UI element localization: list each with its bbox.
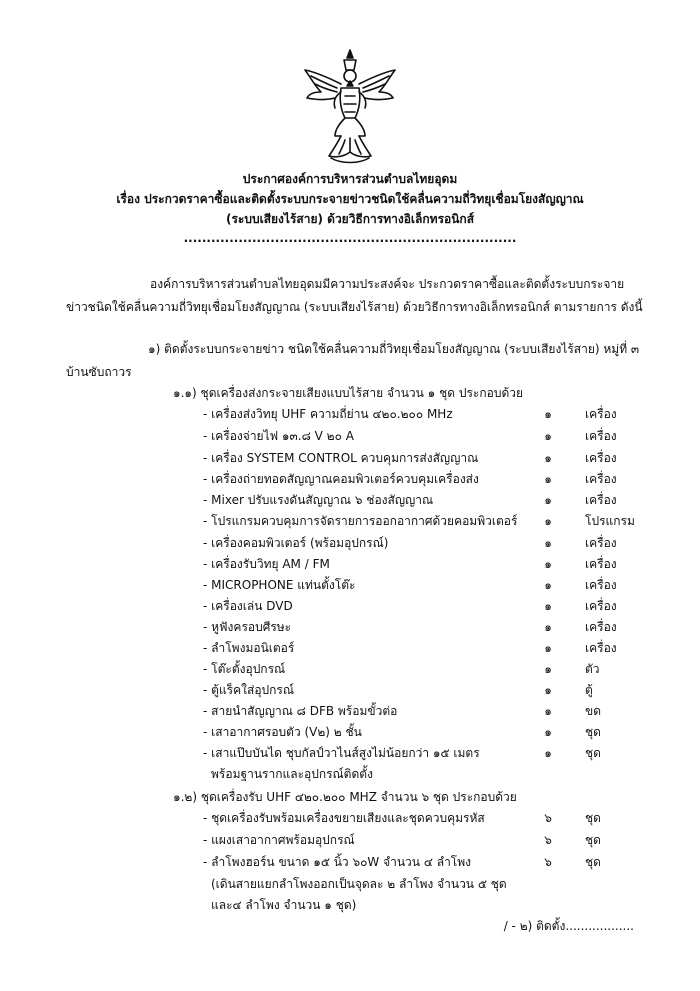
section2-note1: (เดินสายแยกลำโพงออกเป็นจุดละ ๒ ลำโพง จำนวน ๕ ชุด xyxy=(211,877,507,891)
list-item: - สายนำสัญญาณ ๘ DFB พร้อมขั้วต่อ ๑ ขด xyxy=(203,704,601,718)
section1-heading: ๑.๑) ชุดเครื่องส่งกระจายเสียงแบบไร้สาย จำนวน ๑ ชุด ประกอบด้วย xyxy=(173,386,524,400)
continuation-marker: / - ๒) ติดตั้ง.................. xyxy=(503,919,634,933)
intro-line2: ข่าวชนิดใช้คลื่นความถี่วิทยุเชื่อมโยงสัญญาณ (ระบบเสียงไร้สาย) ด้วยวิธีการทางอิเล็กทรอนิกส์ ตามรายการ ดังนี้ xyxy=(66,300,643,314)
list-item: - แผงเสาอากาศพร้อมอุปกรณ์ ๖ ชุด xyxy=(203,833,601,847)
item1-line2: บ้านซับถาวร xyxy=(66,365,132,379)
list-item: - Mixer ปรับแรงดันสัญญาณ ๖ ช่องสัญญาณ ๑ เครื่อง xyxy=(203,493,617,507)
list-item: - ชุดเครื่องรับพร้อมเครื่องขยายเสียงและชุดควบคุมรหัส ๖ ชุด xyxy=(203,811,601,825)
list-item: - หูฟังครอบศีรษะ ๑ เครื่อง xyxy=(203,620,617,634)
list-item: - โต๊ะตั้งอุปกรณ์ ๑ ตัว xyxy=(203,662,600,676)
header-subject: เรื่อง ประกวดราคาซื้อและติดตั้งระบบกระจายข่าวชนิดใช้คลื่นความถี่วิทยุเชื่อมโยงสัญญาณ xyxy=(116,192,584,206)
header-line3: (ระบบเสียงไร้สาย) ด้วยวิธีการทางอิเล็กทรอนิกส์ xyxy=(225,212,475,226)
item1-line1: ๑) ติดตั้งระบบกระจายข่าว ชนิดใช้คลื่นความถี่วิทยุเชื่อมโยงสัญญาณ (ระบบเสียงไร้สาย) หมู่ที่ ๓ xyxy=(148,342,640,356)
list-item: - ลำโพงฮอร์น ขนาด ๑๕ นิ้ว ๖๐W จำนวน ๔ ลำโพง ๖ ชุด xyxy=(203,855,601,869)
intro-line1: องค์การบริหารส่วนตำบลไทยอุดมมีความประสงค์จะ ประกวดราคาซื้อและติดตั้งระบบกระจาย xyxy=(150,277,625,291)
header-rule: ......................................................................... xyxy=(183,231,517,245)
list-item: - เครื่องเล่น DVD ๑ เครื่อง xyxy=(203,599,617,613)
garuda-emblem-icon xyxy=(301,48,399,166)
section2-heading: ๑.๒) ชุดเครื่องรับ UHF ๔๒๐.๒๐๐ MHZ จำนวน ๖ ชุด ประกอบด้วย xyxy=(173,790,517,804)
list-item: - เครื่องรับวิทยุ AM / FM ๑ เครื่อง xyxy=(203,557,617,571)
section1-continuation: พร้อมฐานรากและอุปกรณ์ติดตั้ง xyxy=(211,767,373,781)
list-item: - เครื่องถ่ายทอดสัญญาณคอมพิวเตอร์ควบคุมเครื่องส่ง ๑ เครื่อง xyxy=(203,472,617,486)
list-item: - เสาอากาศรอบตัว (V๒) ๒ ชั้น ๑ ชุด xyxy=(203,725,601,739)
list-item: - เครื่องคอมพิวเตอร์ (พร้อมอุปกรณ์) ๑ เครื่อง xyxy=(203,536,617,550)
list-item: - ลำโพงมอนิเตอร์ ๑ เครื่อง xyxy=(203,641,617,655)
list-item: - เสาแป๊บบันได ชุบกัลป์วาไนส์สูงไม่น้อยกว่า ๑๕ เมตร ๑ ชุด xyxy=(203,746,601,760)
list-item: - เครื่องส่งวิทยุ UHF ความถี่ย่าน ๔๒๐.๒๐๐ MHz ๑ เครื่อง xyxy=(203,407,617,421)
list-item: - เครื่องจ่ายไฟ ๑๓.๘ V ๒๐ A ๑ เครื่อง xyxy=(203,429,617,443)
list-item: - โปรแกรมควบคุมการจัดรายการออกอากาศด้วยคอมพิวเตอร์ ๑ โปรแกรม xyxy=(203,514,635,528)
header-line1: ประกาศองค์การบริหารส่วนตำบลไทยอุดม xyxy=(242,172,458,186)
list-item: - เครื่อง SYSTEM CONTROL ควบคุมการส่งสัญญาณ ๑ เครื่อง xyxy=(203,451,617,465)
list-item: - MICROPHONE แท่นตั้งโต๊ะ ๑ เครื่อง xyxy=(203,578,617,592)
section2-note2: และ๔ ลำโพง จำนวน ๑ ชุด) xyxy=(211,898,357,912)
list-item: - ตู้แร็คใส่อุปกรณ์ ๑ ตู้ xyxy=(203,683,593,697)
